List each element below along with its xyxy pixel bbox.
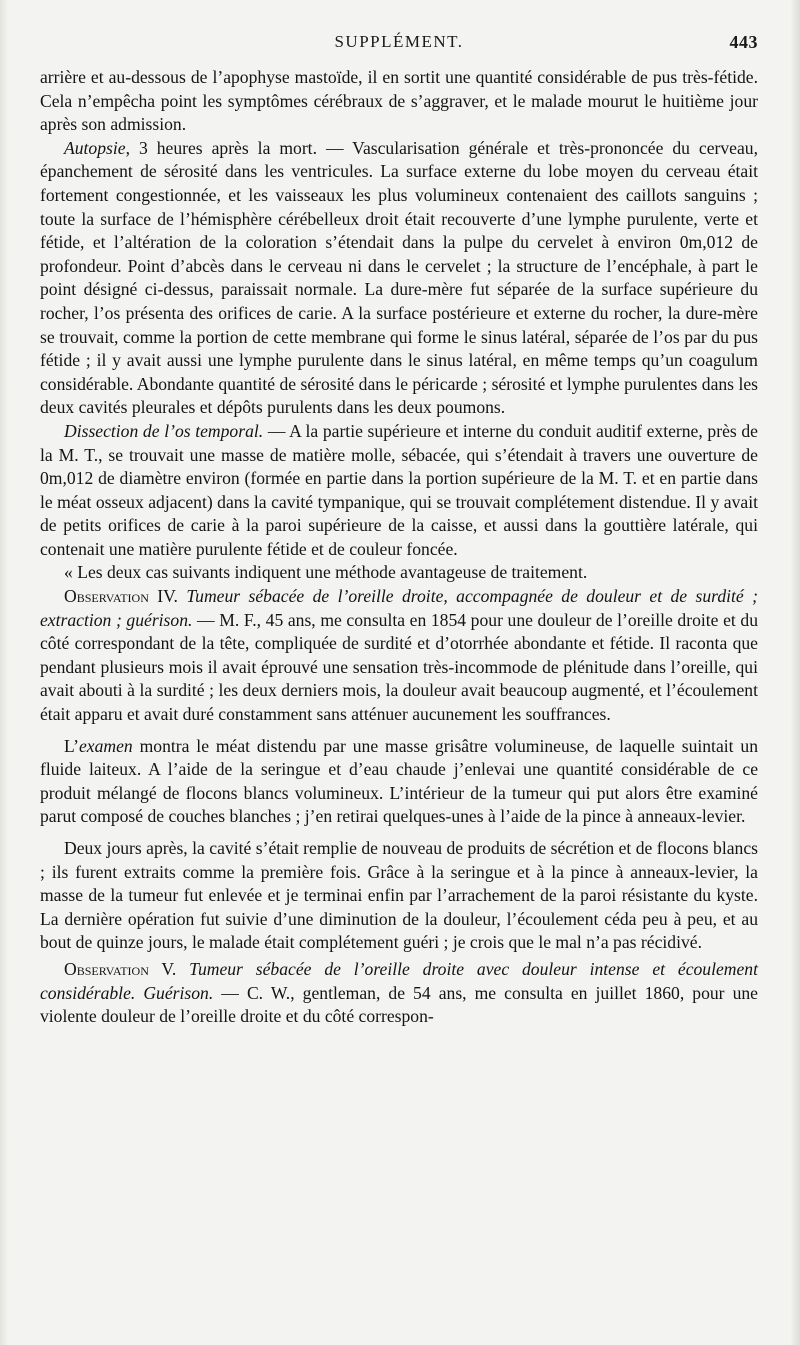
observation-5-text: — C. W., gentleman, de 54 ans, me consulta en juillet 1860, pour une violente douleur de l’oreille droite et du côté correspon- [40, 982, 758, 1027]
running-title: SUPPLÉMENT. [334, 32, 464, 51]
paragraph-dissection [40, 420, 758, 562]
dissection-text: — A la partie supérieure et interne du conduit auditif externe, près de la M. T., se trouvait une masse de matière molle, sébacée, qui s’étendait à travers une ouverture de 0m,012 de diamètre environ (formée en partie dans la portion supérieure de la M. T. et en partie dans le méat osseux adjacent) dans la cavité tympanique, qui se trouvait complétement distendue. Il y avait de petits orifices de carie à la paroi supérieure de la caisse, et aussi dans la gouttière latérale, qui contenait une matière purulente fétide et de couleur foncée. [40, 420, 758, 559]
dissection-heading: Dissection de l’os temporal. [64, 420, 264, 441]
running-header [40, 32, 758, 58]
paragraph-quote-intro [40, 561, 758, 585]
examen-heading: examen [79, 735, 133, 756]
paragraph-deux-jours [40, 837, 758, 955]
observation-5-label: Observation V. [64, 958, 177, 979]
observation-5-title: Tumeur sébacée de l’oreille droite avec douleur intense et écoulement considérable. Guérison. [40, 958, 758, 1003]
page-number: 443 [729, 32, 758, 52]
deux-jours-text: Deux jours après, la cavité s’était remplie de nouveau de produits de sécrétion et de flocons blancs ; ils furent extraits comme la première fois. Grâce à la seringue et à la pince à anneaux-levier, la masse de la tumeur fut enlevée et je terminai enfin par l’arrachement de la paroi résistante du kyste. La dernière opération fut suivie d’une diminution de la douleur, l’écoulement céda peu à peu, et au bout de quinze jours, le malade était complétement guéri ; je crois que le mal n’a pas récidivé. [40, 838, 758, 953]
examen-text: montra le méat distendu par une masse grisâtre volumineuse, de laquelle suintait un fluide laiteux. A l’aide de la seringue et d’eau chaude j’enlevai une quantité considérable de ce produit mélangé de flocons blancs volumineux. L’intérieur de la tumeur qui put alors être examiné parut composé de couches blanches ; j’en retirai quelques-unes à l’aide de la pince à anneaux-levier. [40, 735, 758, 827]
observation-4-text: — M. F., 45 ans, me consulta en 1854 pour une douleur de l’oreille droite et du côté correspondant de la tête, compliquée de surdité et d’otorrhée abondante et fétide. Il raconta que pendant plusieurs mois il avait éprouvé une sensation très-incommode de plénitude dans l’oreille, qui avait abouti à la surdité ; les deux derniers mois, la douleur avait beaucoup augmenté, et l’écoulement était apparu et avait duré constamment sans atténuer aucunement les souffrances. [40, 609, 758, 725]
paragraph-observation-5 [40, 958, 758, 1029]
paragraph-1-text: arrière et au-dessous de l’apophyse mastoïde, il en sortit une quantité considérable de pus très-fétide. Cela n’empêcha point les symptômes cérébraux de s’aggraver, et le malade mourut le huitième jour après son admission. [40, 67, 758, 135]
examen-prefix: L’ [64, 735, 79, 756]
observation-4-label: Observation IV. [64, 586, 178, 607]
observation-4-title: Tumeur sébacée de l’oreille droite, accompagnée de douleur et de surdité ; extraction ; guérison. [40, 586, 758, 630]
paragraph-examen [40, 735, 758, 829]
paragraph-autopsie [40, 137, 758, 420]
quote-intro-text: « Les deux cas suivants indiquent une méthode avantageuse de traitement. [64, 562, 588, 583]
autopsie-text: , 3 heures après la mort. — Vascularisation générale et très-prononcée du cerveau, épanchement de sérosité dans les ventricules. La surface externe du lobe moyen du cerveau était fortement congestionnée, et les vaisseaux les plus volumineux contenaient des caillots sanguins ; toute la surface de l’hémisphère cérébelleux droit était recouverte d’une lymphe purulente, verte et fétide, et l’altération de la coloration s’étendait dans la pulpe du cervelet à environ 0m,012 de profondeur. Point d’abcès dans le cerveau ni dans le cervelet ; la structure de l’encéphale, à part le point désigné ci-dessus, paraissait normale. La dure-mère fut séparée de la surface supérieure du rocher, l’os présenta des orifices de carie. A la surface postérieure et externe du rocher, la dure-mère se trouvait, comme la portion de cette membrane qui forme le sinus latéral, séparée de l’os par du pus fétide ; il y avait aussi une lymphe purulente dans le sinus latéral, en même temps qu’un coagulum considérable. Abondante quantité de sérosité dans le péricarde ; sérosité et lymphe purulentes dans les deux cavités pleurales et dépôts purulents dans les deux poumons. [40, 137, 758, 418]
autopsie-heading: Autopsie [64, 137, 126, 158]
paragraph-1 [40, 66, 758, 137]
paragraph-observation-4 [40, 585, 758, 727]
body-text [40, 66, 758, 1029]
